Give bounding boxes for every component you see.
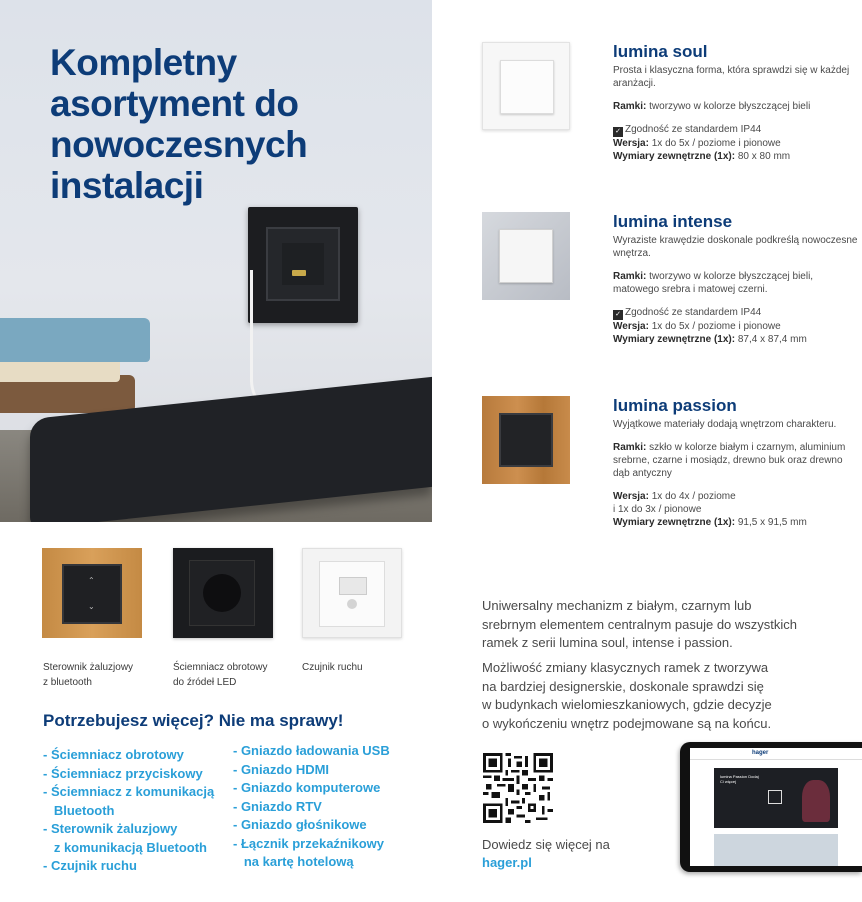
motion-sensor-image xyxy=(302,548,402,638)
dimmer-knob xyxy=(203,574,241,612)
list-item: - Łącznik przekaźnikowy xyxy=(233,835,384,851)
chevron-up-icon: ⌃ xyxy=(88,576,95,585)
product-name: lumina passion xyxy=(613,396,737,415)
list-item: Bluetooth xyxy=(43,802,115,818)
list-item: - Ściemniacz przyciskowy xyxy=(43,765,203,781)
device-caption: Ściemniacz obrotowy do źródeł LED xyxy=(173,662,268,688)
accessory-list-left xyxy=(43,746,214,876)
ip44-icon: ✓ xyxy=(613,310,623,320)
list-item: - Ściemniacz obrotowy xyxy=(43,747,184,762)
description-paragraph: Uniwersalny mechanizm z białym, czarnym lub srebrnym elementem centralnym pasuje do wszystkich ramek z serii lumina soul, intense i passion. xyxy=(482,598,798,650)
list-item: - Gniazdo HDMI xyxy=(233,761,330,777)
product-name: lumina intense xyxy=(613,212,733,231)
sensor-lens xyxy=(339,577,367,595)
blind-controller-image xyxy=(42,548,142,638)
website-link[interactable]: hager.pl xyxy=(482,855,532,870)
list-item: - Gniazdo RTV xyxy=(233,798,322,814)
rotary-dimmer-image xyxy=(173,548,273,638)
accessory-list-right xyxy=(233,742,390,872)
list-item: - Gniazdo ładowania USB xyxy=(233,743,390,758)
need-more-title: Potrzebujesz więcej? Nie ma sprawy! xyxy=(43,711,344,730)
list-item: - Gniazdo głośnikowe xyxy=(233,817,367,832)
product-description: Wyraziste krawędzie doskonale podkreślą nowoczesne wnętrza. xyxy=(613,235,858,259)
tablet-mockup xyxy=(680,742,862,872)
list-item: - Gniazdo komputerowe xyxy=(233,780,381,795)
description-paragraph: Możliwość zmiany klasycznych ramek z tworzywa na bardziej designerskie, doskonale sprawdzi się w budynkach wielomieszkaniowych, gdzie decyzje o wykończeniu wnętrz podejmowane są na końcu. xyxy=(482,660,772,731)
product-name: lumina soul xyxy=(613,42,708,61)
page-title: Kompletny asortyment do nowoczesnych instalacji xyxy=(50,42,308,206)
qr-code-icon[interactable] xyxy=(483,753,553,823)
cta: Dowiedz się więcej na hager.pl xyxy=(482,837,610,870)
hero-photo xyxy=(0,0,432,522)
product-description: Prosta i klasyczna forma, która sprawdzi się w każdej aranżacji. xyxy=(613,65,850,89)
list-item: - Ściemniacz z komunikacją xyxy=(43,784,215,799)
list-item: - Czujnik ruchu xyxy=(43,858,137,873)
list-item: z komunikacją Bluetooth xyxy=(43,839,207,855)
book xyxy=(0,318,150,362)
tablet-screen: hager lumina Passion Dodaj Ci więcej xyxy=(690,748,862,866)
product-image xyxy=(482,396,570,484)
list-item: na kartę hotelową xyxy=(233,854,354,869)
device-caption: Sterownik żaluzjowy z bluetooth xyxy=(43,662,134,688)
chevron-down-icon: ⌄ xyxy=(88,602,95,611)
product-description: Wyjątkowe materiały dodają wnętrzom charakteru. xyxy=(613,419,837,430)
product-image xyxy=(482,42,570,130)
hager-logo: hager xyxy=(752,750,769,756)
ip44-icon: ✓ xyxy=(613,127,623,137)
device-caption: Czujnik ruchu xyxy=(302,662,363,673)
list-item: - Sterownik żaluzjowy xyxy=(43,821,178,836)
product-image xyxy=(482,212,570,300)
